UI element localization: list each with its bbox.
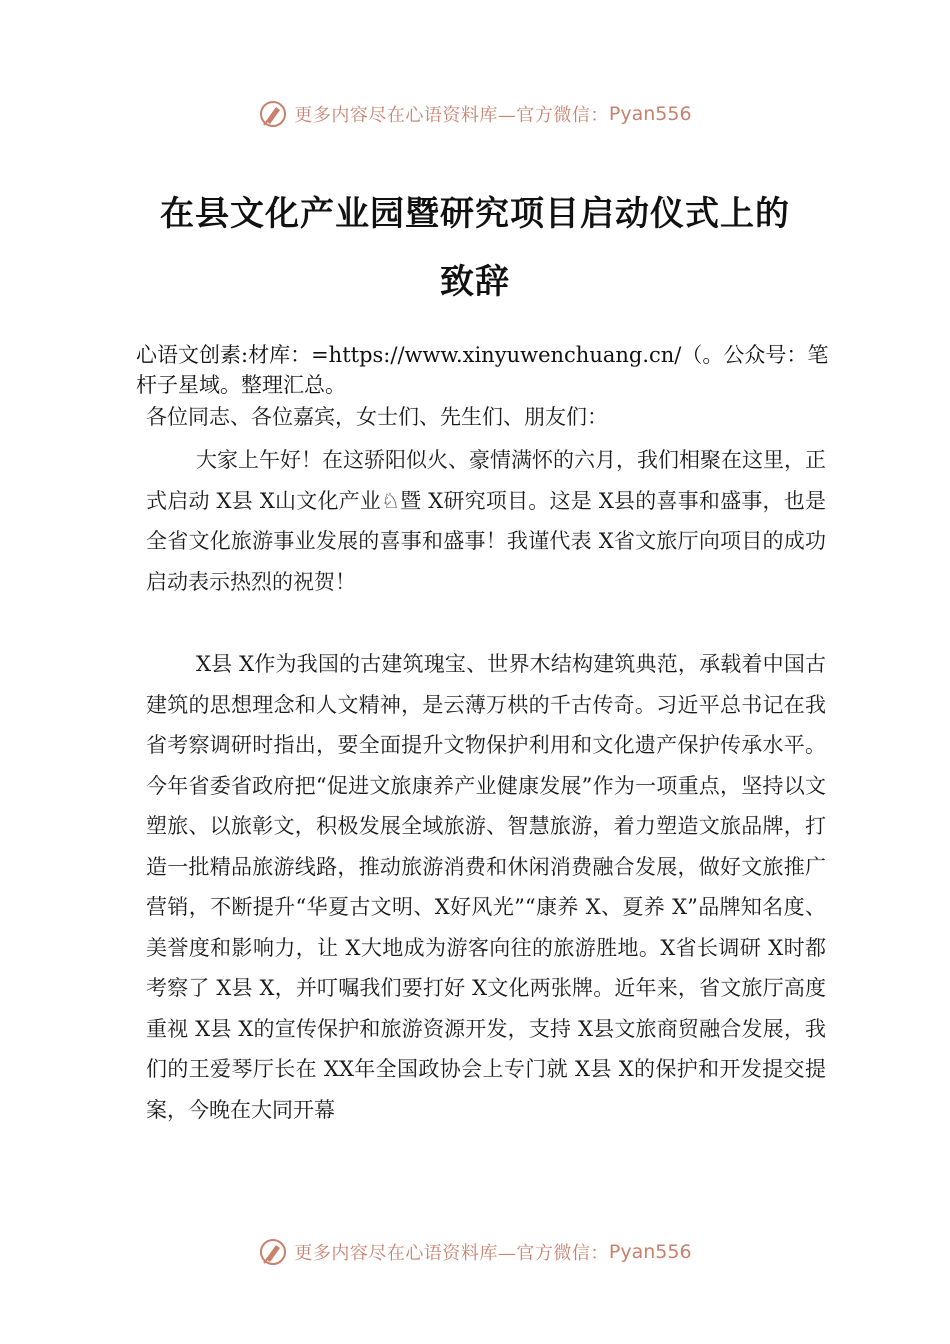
body-paragraph: 大家上午好！在这骄阳似火、豪情满怀的六月，我们相聚在这里，正式启动 X县 X山文化产业♘暨 X研究项目。这是 X县的喜事和盛事，也是全省文化旅游事业发展的喜事和盛事！我谨代表 X省文旅厅向项目的成功启动表示热烈的祝贺！ (146, 448, 826, 594)
salutation: 各位同志、各位嘉宾，女士们、先生们、朋友们： (146, 405, 608, 429)
pen-nib-circle-icon (258, 1237, 288, 1267)
pen-nib-circle-icon (258, 99, 288, 129)
source-note: 心语文创素:材库：=https://www.xinyuwenchuang.cn/（。公众号：笔杆子星域。整理汇总。 (136, 343, 829, 397)
watermark-banner-top (0, 94, 950, 134)
watermark-text: 更多内容尽在心语资料库—官方微信： (294, 105, 609, 126)
watermark-text: 更多内容尽在心语资料库—官方微信： (294, 1243, 609, 1264)
document-title-line2: 致辞 (440, 262, 510, 302)
body-paragraph: X县 X作为我国的古建筑瑰宝、世界木结构建筑典范，承载着中国古建筑的思想理念和人文精神，是云薄万栱的千古传奇。习近平总书记在我省考察调研时指出，要全面提升文物保护利用和文化遗产保护传承水平。今年省委省政府把“促进文旅康养产业健康发展”作为一项重点，坚持以文塑旅、以旅彰文，积极发展全域旅游、智慧旅游，着力塑造文旅品牌，打造一批精品旅游线路，推动旅游消费和休闲消费融合发展，做好文旅推广营销，不断提升“华夏古文明、X好风光”“康养 X、夏养 X”品牌知名度、美誉度和影响力，让 X大地成为游客向往的旅游胜地。X省长调研 X时都考察了 X县 X，并叮嘱我们要打好 X文化两张牌。近年来，省文旅厅高度重视 X县 X的宣传保护和旅游资源开发，支持 X县文旅商贸融合发展，我们的王爱琴厅长在 XX年全国政协会上专门就 X县 X的保护和开发提交提案，今晚在大同开幕 (146, 652, 826, 1122)
watermark-wechat-id: Pyan556 (608, 1241, 692, 1263)
document-title-line1: 在县文化产业园暨研究项目启动仪式上的 (160, 194, 790, 234)
watermark-wechat-id: Pyan556 (608, 103, 692, 125)
watermark-banner-bottom (0, 1232, 950, 1272)
